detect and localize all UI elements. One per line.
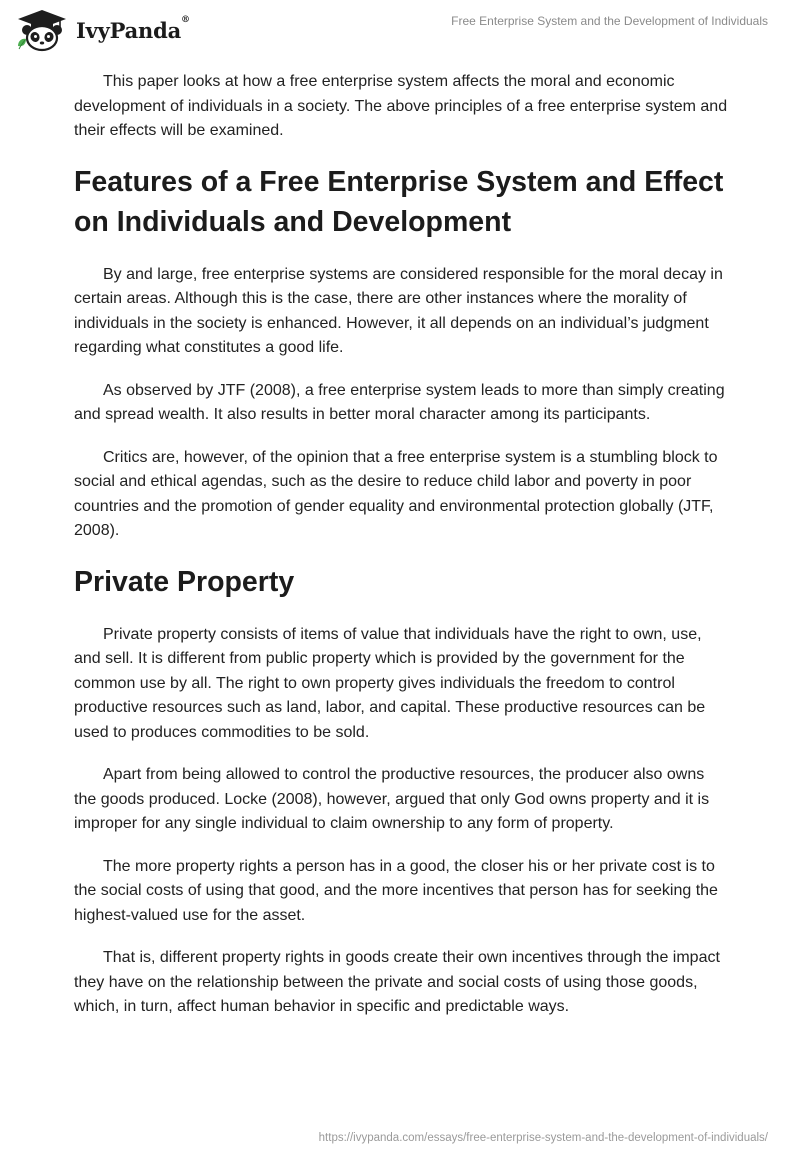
paragraph: By and large, free enterprise systems are considered responsible for the moral decay in certain areas. Although this is the case, there are other instances where the morality of individuals in the society is enhanced. However, it all depends on an individual’s judgment regarding what constitutes a good life.: [74, 265, 723, 356]
section-heading-features: Features of a Free Enterprise System and Effect on Individuals and Development: [74, 165, 724, 238]
page-header: [0, 0, 800, 60]
logo-text: IvyPanda®: [76, 14, 190, 43]
section-heading-private-property: Private Property: [74, 565, 295, 598]
paragraph: Apart from being allowed to control the productive resources, the producer also owns the goods produced. Locke (2008), however, argued that only God owns property and it is improper for any single individual to claim ownership to any form of property.: [74, 766, 710, 832]
panda-graduate-icon: [14, 8, 70, 52]
source-url-link[interactable]: https://ivypanda.com/essays/free-enterprise-system-and-the-development-of-individuals/: [318, 1132, 768, 1144]
paragraph: As observed by JTF (2008), a free enterprise system leads to more than simply creating and spread wealth. It also results in better moral character among its participants.: [74, 381, 725, 423]
paragraph: Critics are, however, of the opinion that a free enterprise system is a stumbling block to social and ethical agendas, such as the desire to reduce child labor and poverty in poor countries and the promotion of gender equality and environmental protection globally (JTF, 2008).: [74, 448, 718, 539]
paragraph: Private property consists of items of value that individuals have the right to own, use, and sell. It is different from public property which is provided by the government for the common use by all. The right to own property gives individuals the freedom to control productive resources such as land, labor, and capital. These productive resources can be used to produces commodities to be sold.: [74, 625, 706, 741]
intro-paragraph: This paper looks at how a free enterprise system affects the moral and economic development of individuals in a society. The above principles of a free enterprise system and their effects will be examined.: [74, 73, 728, 139]
document-title: Free Enterprise System and the Development of Individuals: [451, 14, 768, 28]
essay-content: [74, 70, 728, 1038]
paragraph: The more property rights a person has in a good, the closer his or her private cost is to the social costs of using that good, and the more incentives that person has for seeking the highest-valued use for the asset.: [74, 857, 718, 924]
paragraph: That is, different property rights in goods create their own incentives through the impact they have on the relationship between the private and social costs of using those goods, which, in turn, affect human behavior in specific and predictable ways.: [74, 949, 720, 1015]
ivypanda-logo[interactable]: [14, 8, 190, 52]
